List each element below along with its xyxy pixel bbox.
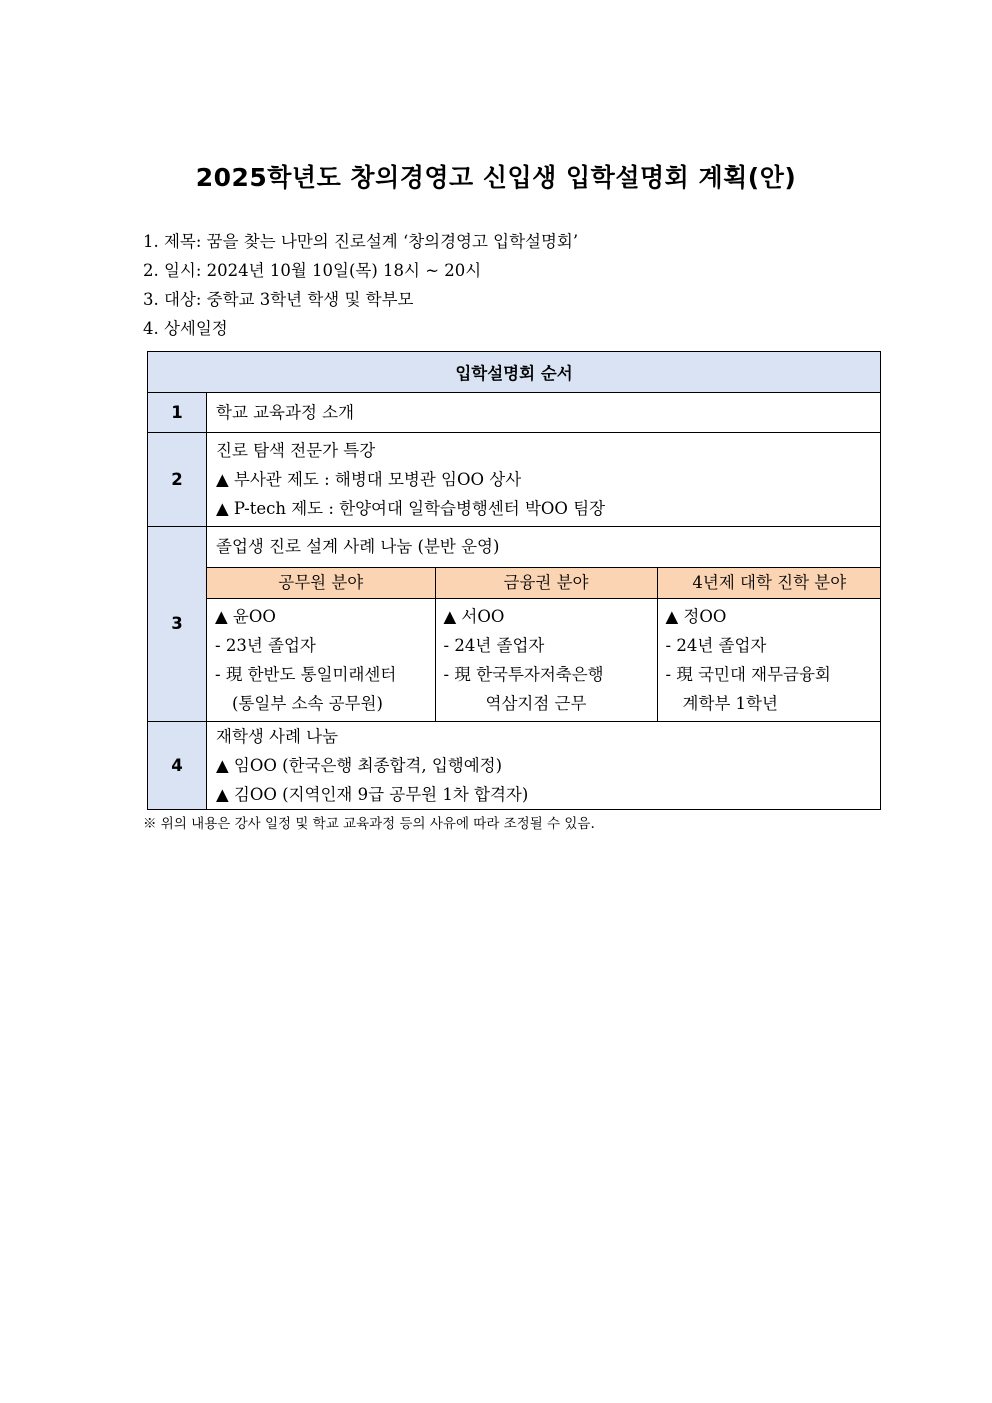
content-line: ▲ 임OO (한국은행 최종합격, 입행예정) — [216, 755, 503, 775]
content-line: ▲ 부사관 제도 : 해병대 모병관 임OO 상사 — [216, 470, 522, 489]
table-row — [148, 393, 881, 433]
detail-line: - 23년 졸업자 — [215, 635, 316, 655]
info-item-schedule: 4. 상세일정 — [143, 319, 228, 338]
info-list — [143, 227, 578, 343]
row-content — [207, 433, 881, 527]
detail-line: ▲ 서OO — [443, 606, 505, 626]
category-header-finance: 금융권 분야 — [435, 567, 657, 598]
content-line: 재학생 사례 나눔 — [216, 726, 339, 746]
row-content — [207, 527, 881, 722]
content-line: ▲ P-tech 제도 : 한양여대 일학습병행센터 박OO 팀장 — [216, 499, 606, 518]
row-number: 2 — [148, 433, 207, 527]
table-row — [148, 433, 881, 527]
category-detail-finance — [435, 598, 657, 721]
detail-line: - 現 한반도 통일미래센터 — [215, 664, 397, 684]
content-line: ▲ 김OO (지역인재 9급 공무원 1차 합격자) — [216, 784, 529, 804]
row-number: 1 — [148, 393, 207, 433]
row-content — [207, 393, 881, 433]
footnote: ※ 위의 내용은 강사 일정 및 학교 교육과정 등의 사유에 따라 조정될 수 있음. — [143, 816, 595, 832]
detail-line: ▲ 정OO — [665, 606, 727, 626]
table-header-row — [148, 352, 881, 393]
detail-line: (통일부 소속 공무원) — [232, 693, 383, 713]
detail-line: - 24년 졸업자 — [443, 635, 545, 655]
detail-line: 역삼지점 근무 — [485, 693, 587, 713]
detail-line: - 現 한국투자저축은행 — [443, 664, 604, 684]
schedule-table — [147, 351, 881, 810]
table-row — [148, 527, 881, 722]
document-title: 2025학년도 창의경영고 신입생 입학설명회 계획(안) — [195, 163, 797, 192]
table-header: 입학설명회 순서 — [148, 352, 881, 393]
detail-line: ▲ 윤OO — [215, 606, 276, 626]
info-item-audience: 3. 대상: 중학교 3학년 학생 및 학부모 — [143, 290, 414, 309]
table-row — [148, 721, 881, 809]
detail-line: - 現 국민대 재무금융회 — [665, 664, 831, 684]
row-content — [207, 721, 881, 809]
category-detail-public — [207, 598, 435, 721]
category-detail-university — [657, 598, 881, 721]
row-number: 3 — [148, 527, 207, 722]
detail-line: 계학부 1학년 — [682, 693, 778, 713]
info-item-subject: 1. 제목: 꿈을 찾는 나만의 진로설계 ‘창의경영고 입학설명회’ — [143, 232, 579, 251]
content-line: 학교 교육과정 소개 — [216, 403, 355, 422]
content-line: 진로 탐색 전문가 특강 — [216, 441, 376, 460]
category-header-university: 4년제 대학 진학 분야 — [657, 567, 881, 598]
category-header-public: 공무원 분야 — [207, 567, 435, 598]
detail-line: - 24년 졸업자 — [665, 635, 767, 655]
alumni-intro: 졸업생 진로 설계 사례 나눔 (분반 운영) — [207, 527, 881, 567]
info-item-datetime: 2. 일시: 2024년 10월 10일(목) 18시 ~ 20시 — [143, 261, 482, 280]
row-number: 4 — [148, 721, 207, 809]
alumni-subtable — [207, 527, 881, 721]
